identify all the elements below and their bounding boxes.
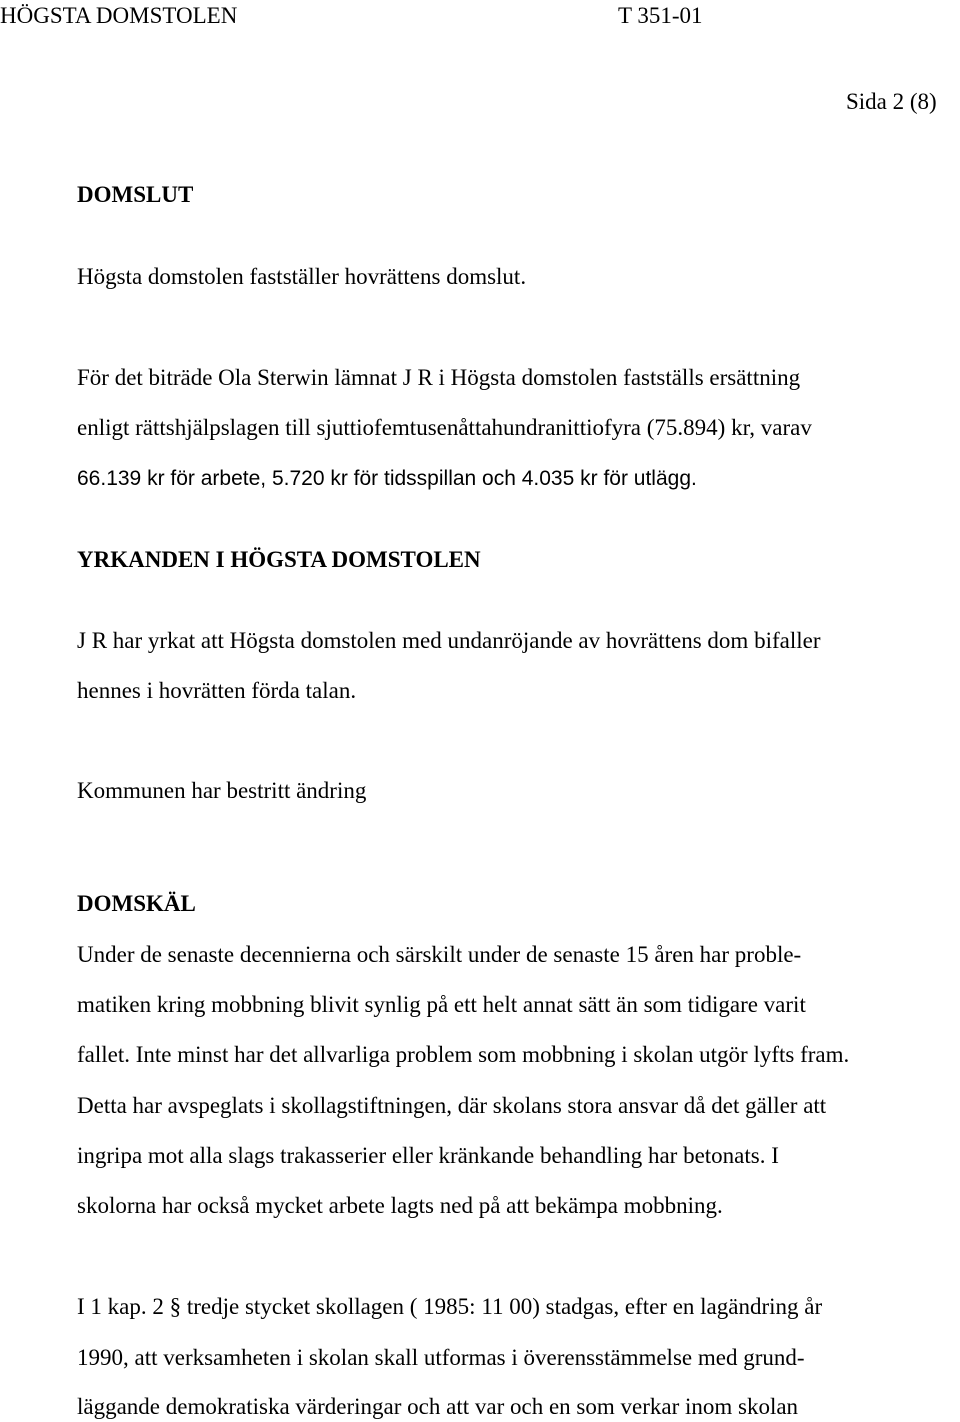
domskal-line: I 1 kap. 2 § tredje stycket skollagen ( 1985: 11 00) stadgas, efter en lagändring år xyxy=(77,1294,823,1319)
court-name: HÖGSTA DOMSTOLEN xyxy=(0,3,238,28)
yrkanden-line: hennes i hovrätten förda talan. xyxy=(77,678,357,703)
domskal-line: skolorna har också mycket arbete lagts ned på att bekämpa mobbning. xyxy=(77,1193,723,1218)
domskal-line: Detta har avspeglats i skollagstiftningen, där skolans stora ansvar då det gäller att xyxy=(77,1093,827,1118)
yrkanden-line: Kommunen har bestritt ändring xyxy=(77,778,367,803)
domslut-line: Högsta domstolen fastställer hovrättens domslut. xyxy=(77,264,527,289)
page-number: Sida 2 (8) xyxy=(846,89,937,114)
domskal-line: ingripa mot alla slags trakasserier eller kränkande behandling har betonats. I xyxy=(77,1143,779,1168)
domslut-line: 66.139 kr för arbete, 5.720 kr för tidsspillan och 4.035 kr för utlägg. xyxy=(77,467,697,490)
domskal-line: Under de senaste decennierna och särskilt under de senaste 15 åren har proble- xyxy=(77,942,802,967)
domslut-line: För det biträde Ola Sterwin lämnat J R i Högsta domstolen fastställs ersättning xyxy=(77,365,801,390)
heading-domslut: DOMSLUT xyxy=(77,182,194,207)
domskal-line: 1990, att verksamheten i skolan skall utformas i överensstämmelse med grund- xyxy=(77,1345,805,1370)
yrkanden-line: J R har yrkat att Högsta domstolen med undanröjande av hovrättens dom bifaller xyxy=(77,628,821,653)
heading-yrkanden: YRKANDEN I HÖGSTA DOMSTOLEN xyxy=(77,547,481,572)
domskal-line: läggande demokratiska värderingar och att var och en som verkar inom skolan xyxy=(77,1394,799,1419)
domskal-line: fallet. Inte minst har det allvarliga problem som mobbning i skolan utgör lyfts fram. xyxy=(77,1042,850,1067)
domskal-line: matiken kring mobbning blivit synlig på ett helt annat sätt än som tidigare varit xyxy=(77,992,806,1017)
case-number: T 351-01 xyxy=(618,3,703,28)
heading-domskal: DOMSKÄL xyxy=(77,891,196,916)
domslut-line: enligt rättshjälpslagen till sjuttiofemtusenåttahundranittiofyra (75.894) kr, varav xyxy=(77,415,812,440)
